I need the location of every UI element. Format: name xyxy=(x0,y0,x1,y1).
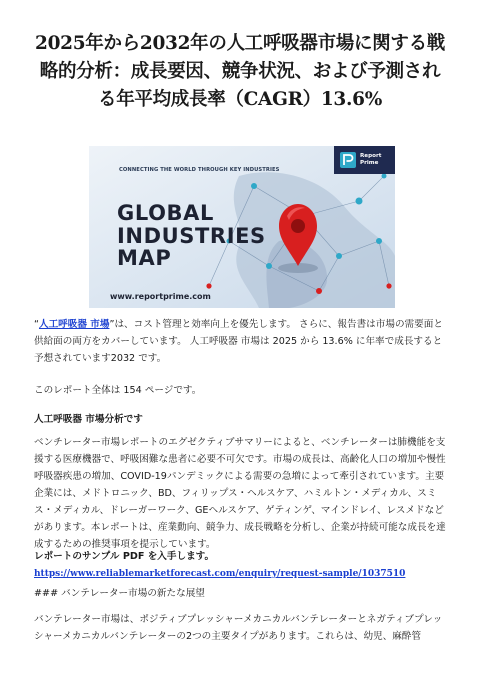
page-count-text: このレポート全体は 154 ページです。 xyxy=(34,385,202,396)
sample-section xyxy=(34,548,446,583)
report-prime-logo xyxy=(334,146,395,174)
page-title: 2025年から2032年の人工呼吸器市場に関する戦略的分析：成長要因、競争状況、および予測される年平均成長率（CAGR）13.6% xyxy=(35,33,445,110)
intro-text: ”は、コスト管理と効率向上を優先します。 さらに、報告書は市場の需要面と供給面の両方をカバーしています。 人工呼吸器 市場は 2025 から 13.6% に年率で成長すると予想されています2032 です。 xyxy=(34,319,443,364)
hero-url: www.reportprime.com xyxy=(110,292,211,301)
logo-line2: Prime xyxy=(360,160,379,166)
report-prime-logo-icon xyxy=(339,151,357,169)
report-prime-logo-text xyxy=(360,153,381,167)
sample-heading: レポートのサンプル PDF を入手します。 xyxy=(34,551,215,562)
new-outlook-heading: ### バンテレーター市場の新たな展望 xyxy=(34,588,205,599)
sample-request-link[interactable]: https://www.reliablemarketforecast.com/enquiry/request-sample/1037510 xyxy=(34,569,406,579)
hero-tagline: CONNECTING THE WORLD THROUGH KEY INDUSTRIES xyxy=(119,167,280,173)
quote-mark: “ xyxy=(34,319,39,330)
intro-paragraph xyxy=(34,316,446,367)
hero-headline-line2: INDUSTRIES xyxy=(117,223,266,248)
types-paragraph: バンテレーター市場は、ポジティブプレッシャーメカニカルバンテレーターとネガティブプレッシャーメカニカルバンテレーターの2つの主要タイプがあります。これらは、幼児、麻酔管 xyxy=(34,614,443,642)
analysis-heading: 人工呼吸器 市場分析です xyxy=(34,414,143,425)
hero-headline-line1: GLOBAL xyxy=(117,201,214,225)
hero-headline-line3: MAP xyxy=(117,246,172,270)
market-link[interactable]: 人工呼吸器 市場 xyxy=(38,319,110,330)
analysis-paragraph: ベンチレーター市場レポートのエグゼクティブサマリーによると、ベンチレーターは肺機能を支援する医療機器で、呼吸困難な患者に必要不可欠です。市場の成長は、高齢化人口の増加や慢性呼吸器疾患の増加、COVID-19パンデミックによる需要の急増によって牽引されています。主要企業には、メドトロニック、BD、フィリップス・ヘルスケア、ハミルトン・メディカル、スミス・メディカル、ドレーガーワーク、GEヘルスケア、ゲティンゲ、マインドレイ、レスメドなどがあります。本レポートは、産業動向、競争力、成長戦略を分析し、企業が持続可能な成長を達成するための推奨事項を提示しています。 xyxy=(34,437,446,550)
hero-headline xyxy=(117,202,266,270)
logo-line1: Report xyxy=(360,153,382,159)
hero-image xyxy=(89,146,395,308)
